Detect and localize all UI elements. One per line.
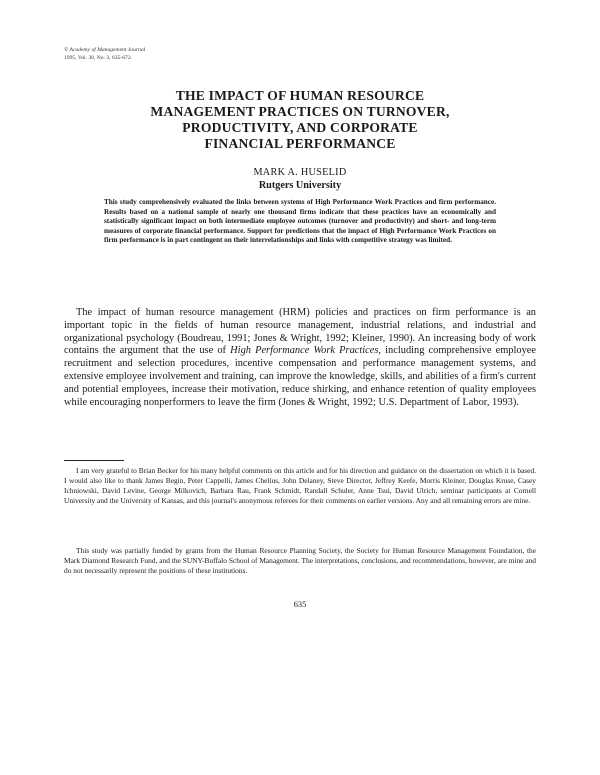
- title-line: PRODUCTIVITY, AND CORPORATE: [182, 120, 418, 135]
- abstract: This study comprehensively evaluated the links between systems of High Performance Work Practices and firm performance. Results based on a national sample of nearly one thousand firms indicate that these practices have an economically and statistically significant impact on both intermediate employee outcomes (turnover and productivity) and short- and long-term measures of corporate financial performance. Support for predictions that the impact of High Performance Work Practices on firm performance is in part contingent on their interrelationships and links with competitive strategy was limited.: [104, 198, 496, 245]
- title-line: FINANCIAL PERFORMANCE: [204, 136, 396, 151]
- author-name: MARK A. HUSELID: [253, 167, 347, 178]
- footnote-funding: This study was partially funded by grants from the Human Resource Planning Society, the Society for Human Resource Management Foundation, the Mark Diamond Research Fund, and the SUNY-Buffalo School of Management. The interpretations, conclusions, and recommendations, however, are mine and do not necessarily represent the positions of these institutions.: [64, 546, 536, 575]
- footnote-acknowledgments: I am very grateful to Brian Becker for his many helpful comments on this article and for his direction and guidance on the dissertation on which it is based. I would also like to thank James Begin, Peter Cappelli, James Chelius, John Delaney, Steve Director, Jeffrey Keefe, Morris Kleiner, Douglas Kruse, Casey Ichniowski, David Levine, George Milkovich, Barbara Rau, Frank Schmidt, Randall Schuler, Anne Tsui, David Ulrich, seminar participants at Cornell University and the University of Kansas, and this journal's anonymous referees for their comments on earlier versions. Any and all remaining errors are mine.: [64, 466, 536, 505]
- title-line: MANAGEMENT PRACTICES ON TURNOVER,: [150, 104, 450, 119]
- body-emphasis: High Performance Work Practices: [230, 345, 379, 357]
- journal-header: [64, 46, 145, 62]
- footnote-divider: [64, 460, 124, 461]
- body-text: The impact of human resource management (HRM) policies and practices on firm performance is an important topic in the fields of human resource management, industrial relations, and industrial and organizational psychology (Boudreau, 1991; Jones & Wright, 1992; Kleiner, 1990). An increasing body of work contains the argument that the use of: [64, 307, 536, 357]
- author-affiliation: Rutgers University: [258, 180, 342, 191]
- journal-name: © Academy of Management Journal: [64, 47, 146, 53]
- body-paragraph: [64, 307, 536, 409]
- author-block: [64, 166, 536, 192]
- article-title: [64, 88, 536, 152]
- body-text: , including comprehensive employee recruitment and selection procedures, incentive compensation and performance management systems, and extensive employee involvement and training, can improve the knowledge, skills, and abilities of a firm's current and potential employees, increase their motivation, reduce shirking, and enhance retention of quality employees while encouraging nonperformers to leave the firm (Jones & Wright, 1992; U.S. Department of Labor, 1993).: [64, 345, 536, 408]
- title-line: THE IMPACT OF HUMAN RESOURCE: [175, 88, 425, 103]
- page-number: 635: [293, 600, 307, 609]
- journal-citation: 1995, Vol. 38, No. 3, 635-672.: [64, 55, 133, 61]
